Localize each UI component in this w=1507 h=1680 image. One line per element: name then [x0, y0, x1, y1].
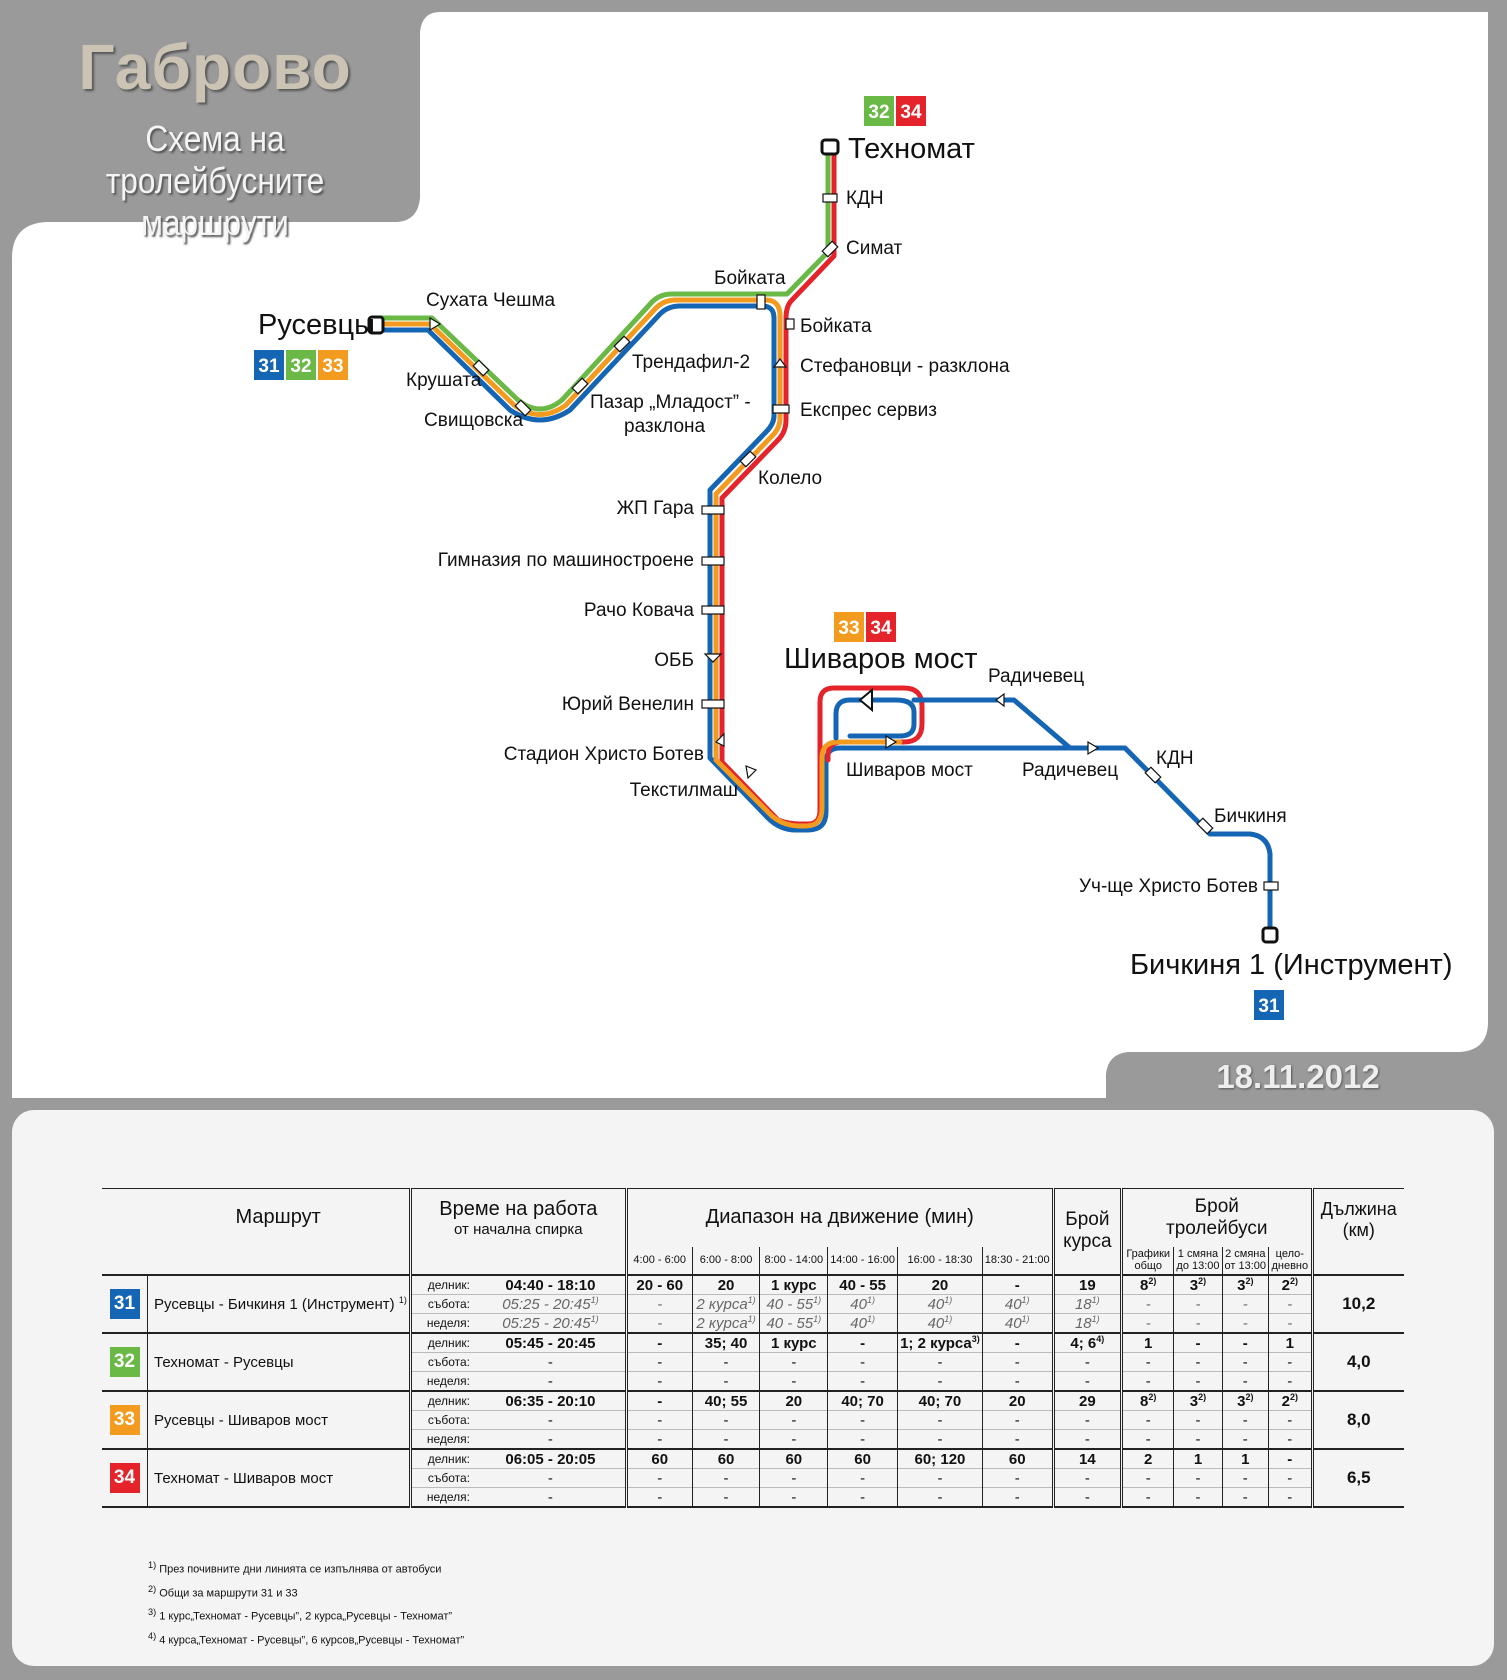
interval-cell: 40$^{1)}$ — [982, 1294, 1053, 1313]
interval-cell: - — [760, 1371, 828, 1391]
badge-rusevtsy-32: 32 — [290, 356, 312, 377]
interval-cell: 40; 70 — [898, 1391, 983, 1411]
stop-pazar-line2: разклона — [624, 416, 706, 437]
bus-cell: - — [1122, 1371, 1174, 1391]
interval-cell: 40$^{1)}$ — [828, 1294, 898, 1313]
interval-cell: 40 - 55$^{1)}$ — [760, 1313, 828, 1333]
bus-col-3-line2: от 13:00 — [1224, 1260, 1267, 1272]
interval-cell: - — [692, 1371, 760, 1391]
bus-cell: - — [1174, 1487, 1222, 1507]
trips-cell: - — [1053, 1429, 1121, 1449]
header-work-time-sub: от начална спирка — [454, 1220, 583, 1238]
interval-cell: - — [898, 1410, 983, 1429]
interval-cell: 20 — [898, 1275, 983, 1295]
route-badge: 33 — [110, 1405, 140, 1435]
footnote: $^{1)}$ През почивните дни линията се изпълнява от автобуси — [148, 1560, 442, 1576]
bus-cell: - — [1222, 1352, 1269, 1371]
interval-cell: - — [898, 1487, 983, 1507]
stop-stefanovtsi: Стефановци - разклона — [800, 356, 1010, 377]
route-length: 8,0 — [1312, 1391, 1404, 1449]
interval-cell: - — [626, 1352, 692, 1371]
header-interval: Диапазон на движение (мин) — [626, 1189, 1053, 1247]
header-buses-line1: Брой — [1194, 1195, 1239, 1217]
interval-cell: 20 — [982, 1391, 1053, 1411]
bus-cell: 3$^{2)}$ — [1174, 1275, 1222, 1295]
interval-cell: - — [760, 1487, 828, 1507]
interval-cell: - — [626, 1410, 692, 1429]
header-trips-line1: Брой — [1065, 1209, 1110, 1231]
day-label: делник: — [410, 1275, 476, 1295]
interval-cell: - — [898, 1371, 983, 1391]
bus-cell: - — [1122, 1410, 1174, 1429]
bus-col-1-line2: общо — [1134, 1260, 1162, 1272]
interval-cell: - — [626, 1391, 692, 1411]
day-label: делник: — [410, 1333, 476, 1353]
interval-cell: 40$^{1)}$ — [982, 1313, 1053, 1333]
interval-cell: - — [626, 1333, 692, 1353]
interval-cell: 40 - 55 — [828, 1275, 898, 1295]
work-time: - — [476, 1352, 626, 1371]
interval-cell: - — [898, 1468, 983, 1487]
bus-cell: 3$^{2)}$ — [1174, 1391, 1222, 1411]
interval-cell: - — [626, 1371, 692, 1391]
bus-cell: - — [1122, 1468, 1174, 1487]
bus-cell: - — [1269, 1294, 1313, 1313]
scheme-date: 18.11.2012 — [1216, 1058, 1380, 1095]
route-badge: 34 — [110, 1463, 140, 1493]
route-name: Русевцы - Бичкиня 1 (Инструмент) $^{1)}$ — [148, 1275, 411, 1333]
interval-cell: - — [982, 1410, 1053, 1429]
interval-cell: - — [626, 1468, 692, 1487]
route-badge-cell — [102, 1333, 148, 1391]
route-badge-cell — [102, 1275, 148, 1333]
bus-col-4-line2: дневно — [1271, 1260, 1309, 1272]
bus-cell: - — [1174, 1371, 1222, 1391]
work-time: - — [476, 1371, 626, 1391]
stop-suhata: Сухата Чешма — [426, 290, 556, 311]
badge-shivarov-33: 33 — [838, 618, 860, 639]
stop-kdn-top: КДН — [846, 188, 884, 209]
trips-cell: 29 — [1053, 1391, 1121, 1411]
stop-simat: Симат — [846, 238, 903, 259]
interval-cell: - — [692, 1352, 760, 1371]
interval-cell: 60 — [982, 1449, 1053, 1469]
stop-shivarov: Шиваров мост — [846, 760, 973, 781]
bus-cell: - — [1222, 1313, 1269, 1333]
bus-col-1-line1: Графики — [1126, 1248, 1171, 1260]
interval-cell: - — [828, 1429, 898, 1449]
stop-racho: Рачо Ковача — [583, 600, 694, 621]
interval-cell: 60 — [828, 1449, 898, 1469]
stop-obb: ОББ — [654, 650, 694, 671]
day-label: събота: — [410, 1352, 476, 1371]
terminal-rusevtsy: Русевцы — [258, 309, 376, 341]
bus-cell: - — [1269, 1487, 1313, 1507]
terminal-tehnomat: Техномат — [848, 133, 975, 165]
interval-cell: 1 курс — [760, 1333, 828, 1353]
route-length: 4,0 — [1312, 1333, 1404, 1391]
bus-cell: - — [1269, 1410, 1313, 1429]
interval-cell: 40; 70 — [828, 1391, 898, 1411]
route-length: 10,2 — [1312, 1275, 1404, 1333]
interval-cell: - — [982, 1275, 1053, 1295]
bus-cell: - — [1174, 1429, 1222, 1449]
stop-stadion: Стадион Христо Ботев — [503, 744, 704, 765]
interval-cell: - — [982, 1352, 1053, 1371]
stop-ekspres: Експрес сервиз — [800, 400, 937, 421]
work-time: - — [476, 1429, 626, 1449]
table-row — [102, 1449, 1404, 1469]
badge-tehnomat-34: 34 — [900, 102, 922, 123]
badges-bichkinya — [1254, 990, 1284, 1020]
work-time: 06:35 - 20:10 — [476, 1391, 626, 1411]
interval-cell: - — [626, 1487, 692, 1507]
interval-cell: 60; 120 — [898, 1449, 983, 1469]
bus-cell: - — [1222, 1468, 1269, 1487]
bus-col-2-line2: до 13:00 — [1176, 1260, 1220, 1272]
bus-cell: 3$^{2)}$ — [1222, 1275, 1269, 1295]
work-time: - — [476, 1468, 626, 1487]
header-buses-line2: тролейбуси — [1166, 1217, 1268, 1239]
bus-cell: - — [1222, 1410, 1269, 1429]
interval-cell: - — [828, 1371, 898, 1391]
trips-cell: 4; 6$^{4)}$ — [1053, 1333, 1121, 1353]
stop-svishtovska: Свищовска — [424, 410, 524, 431]
stop-uchilishte: Уч-ще Христо Ботев — [1078, 876, 1258, 897]
work-time: 05:25 - 20:45$^{1)}$ — [476, 1294, 626, 1313]
interval-col-2: 6:00 - 8:00 — [692, 1247, 760, 1275]
schedule-table — [102, 1188, 1404, 1508]
interval-cell: - — [626, 1294, 692, 1313]
stop-boykata-lower: Бойката — [800, 316, 872, 337]
interval-cell: - — [692, 1410, 760, 1429]
interval-cell: 20 — [760, 1391, 828, 1411]
interval-cell: - — [898, 1352, 983, 1371]
page-title: Габрово — [78, 31, 352, 103]
bus-cell: 2$^{2)}$ — [1269, 1391, 1313, 1411]
work-time: - — [476, 1487, 626, 1507]
route-length: 6,5 — [1312, 1449, 1404, 1507]
interval-cell: 60 — [626, 1449, 692, 1469]
work-time: 05:45 - 20:45 — [476, 1333, 626, 1353]
trips-cell: 18$^{1)}$ — [1053, 1294, 1121, 1313]
stop-kdn-bottom: КДН — [1156, 748, 1194, 769]
subtitle-line-1: Схема на тролейбусните — [105, 118, 325, 201]
badge-shivarov-34: 34 — [870, 618, 892, 639]
interval-cell: - — [828, 1468, 898, 1487]
header-length-line1: Дължина — [1320, 1199, 1397, 1219]
interval-cell: - — [760, 1410, 828, 1429]
stop-radichevets-upper: Радичевец — [988, 666, 1085, 687]
day-label: събота: — [410, 1410, 476, 1429]
work-time: 05:25 - 20:45$^{1)}$ — [476, 1313, 626, 1333]
day-label: неделя: — [410, 1371, 476, 1391]
footnote: $^{3)}$ 1 курс„Техномат - Русевцы”, 2 курса„Русевцы - Техномат” — [148, 1607, 453, 1623]
bus-col-2-line1: 1 смяна — [1177, 1248, 1219, 1260]
bus-cell: 8$^{2)}$ — [1122, 1391, 1174, 1411]
bus-cell: - — [1269, 1313, 1313, 1333]
interval-cell: - — [828, 1333, 898, 1353]
bus-cell: - — [1269, 1468, 1313, 1487]
bus-cell: - — [1122, 1487, 1174, 1507]
table-row — [102, 1333, 1404, 1353]
day-label: неделя: — [410, 1487, 476, 1507]
header-trips-line2: курса — [1063, 1231, 1112, 1253]
bus-cell: - — [1222, 1487, 1269, 1507]
badge-rusevtsy-31: 31 — [258, 356, 280, 377]
stop-tekstilmash: Текстилмаш — [629, 780, 738, 801]
interval-cell: 60 — [760, 1449, 828, 1469]
stop-yuriy: Юрий Венелин — [561, 694, 694, 715]
table-row — [102, 1275, 1404, 1295]
interval-cell: 20 — [692, 1275, 760, 1295]
route-badge-cell — [102, 1391, 148, 1449]
footnotes — [148, 1556, 464, 1651]
work-time: - — [476, 1410, 626, 1429]
stop-bichkinya: Бичкиня — [1214, 806, 1287, 827]
stop-gimnazia: Гимназия по машиностроене — [437, 550, 694, 571]
bus-cell: - — [1269, 1371, 1313, 1391]
interval-cell: 60 — [692, 1449, 760, 1469]
interval-cell: - — [760, 1429, 828, 1449]
interval-cell: 1; 2 курса$^{3)}$ — [898, 1333, 983, 1353]
interval-cell: 35; 40 — [692, 1333, 760, 1353]
stop-kolelo: Колело — [758, 468, 823, 489]
interval-cell: - — [828, 1352, 898, 1371]
day-label: делник: — [410, 1391, 476, 1411]
interval-cell: 2 курса$^{1)}$ — [692, 1313, 760, 1333]
interval-cell: 40$^{1)}$ — [828, 1313, 898, 1333]
bus-cell: - — [1174, 1333, 1222, 1353]
stop-radichevets-lower: Радичевец — [1022, 760, 1119, 781]
bus-cell: - — [1222, 1371, 1269, 1391]
interval-col-1: 4:00 - 6:00 — [626, 1247, 692, 1275]
footnote: $^{2)}$ Общи за маршрути 31 и 33 — [148, 1583, 298, 1600]
bus-cell: - — [1122, 1429, 1174, 1449]
header-work-time: Време на работа — [439, 1197, 598, 1220]
day-label: неделя: — [410, 1313, 476, 1333]
interval-cell: - — [898, 1429, 983, 1449]
trips-cell: - — [1053, 1468, 1121, 1487]
route-badge-cell — [102, 1449, 148, 1507]
schedule-body — [102, 1275, 1404, 1508]
interval-cell: - — [692, 1429, 760, 1449]
stop-trendafil: Трендафил-2 — [632, 352, 751, 373]
stop-zhp: ЖП Гара — [616, 498, 694, 519]
page-subtitle — [36, 118, 393, 244]
terminal-shivarov: Шиваров мост — [784, 643, 978, 675]
title-block — [12, 12, 418, 243]
bus-cell: 3$^{2)}$ — [1222, 1391, 1269, 1411]
bus-cell: 1 — [1122, 1333, 1174, 1353]
bus-cell: 8$^{2)}$ — [1122, 1275, 1174, 1295]
stop-krushata: Крушата — [406, 370, 482, 391]
work-time: 04:40 - 18:10 — [476, 1275, 626, 1295]
interval-cell: - — [626, 1313, 692, 1333]
day-label: събота: — [410, 1468, 476, 1487]
route-name: Русевцы - Шиваров мост — [148, 1391, 411, 1449]
header-route: Маршрут — [148, 1189, 411, 1247]
interval-cell: - — [760, 1468, 828, 1487]
bus-cell: - — [1269, 1352, 1313, 1371]
bus-cell: - — [1222, 1294, 1269, 1313]
interval-cell: 40; 55 — [692, 1391, 760, 1411]
trips-cell: - — [1053, 1352, 1121, 1371]
badge-tehnomat-32: 32 — [868, 102, 890, 123]
bus-cell: 1 — [1222, 1449, 1269, 1469]
header-length-line2: (км) — [1342, 1220, 1375, 1240]
interval-cell: 40$^{1)}$ — [898, 1294, 983, 1313]
badge-bichkinya-31: 31 — [1258, 996, 1280, 1017]
table-row — [102, 1391, 1404, 1411]
bus-cell: - — [1174, 1468, 1222, 1487]
interval-cell: - — [982, 1371, 1053, 1391]
trips-cell: - — [1053, 1371, 1121, 1391]
interval-cell: 20 - 60 — [626, 1275, 692, 1295]
day-label: делник: — [410, 1449, 476, 1469]
bus-cell: - — [1269, 1449, 1313, 1469]
bus-cell: - — [1122, 1352, 1174, 1371]
bus-cell: - — [1222, 1333, 1269, 1353]
bus-col-4-line1: цело- — [1275, 1248, 1304, 1260]
bus-cell: - — [1174, 1410, 1222, 1429]
trips-cell: 14 — [1053, 1449, 1121, 1469]
interval-col-4: 14:00 - 16:00 — [828, 1247, 898, 1275]
bus-cell: - — [1122, 1313, 1174, 1333]
footnote: $^{4)}$ 4 курса„Техномат - Русевцы”, 6 курсов„Русевцы - Техномат” — [148, 1630, 465, 1647]
route-badge: 31 — [110, 1289, 140, 1319]
work-time: 06:05 - 20:05 — [476, 1449, 626, 1469]
interval-cell: - — [828, 1487, 898, 1507]
bus-cell: - — [1269, 1429, 1313, 1449]
interval-col-3: 8:00 - 14:00 — [760, 1247, 828, 1275]
interval-col-6: 18:30 - 21:00 — [982, 1247, 1053, 1275]
terminal-bichkinya: Бичкиня 1 (Инструмент) — [1130, 949, 1453, 981]
day-label: неделя: — [410, 1429, 476, 1449]
bus-cell: 1 — [1174, 1449, 1222, 1469]
interval-cell: - — [982, 1333, 1053, 1353]
bus-cell: - — [1174, 1313, 1222, 1333]
trips-cell: 18$^{1)}$ — [1053, 1313, 1121, 1333]
interval-cell: 40$^{1)}$ — [898, 1313, 983, 1333]
interval-cell: - — [982, 1468, 1053, 1487]
interval-cell: - — [692, 1487, 760, 1507]
route-name: Техномат - Русевцы — [148, 1333, 411, 1391]
interval-cell: 1 курс — [760, 1275, 828, 1295]
bus-cell: 2 — [1122, 1449, 1174, 1469]
subtitle-line-2: маршрути — [141, 202, 289, 243]
interval-cell: - — [982, 1429, 1053, 1449]
bus-cell: - — [1122, 1294, 1174, 1313]
bus-cell: 2$^{2)}$ — [1269, 1275, 1313, 1295]
bus-col-3-line1: 2 смяна — [1225, 1248, 1266, 1260]
interval-cell: - — [626, 1429, 692, 1449]
bus-cell: 1 — [1269, 1333, 1313, 1353]
interval-cell: - — [982, 1487, 1053, 1507]
bus-cell: - — [1174, 1352, 1222, 1371]
bus-cell: - — [1174, 1294, 1222, 1313]
trips-cell: - — [1053, 1487, 1121, 1507]
route-name: Техномат - Шиваров мост — [148, 1449, 411, 1507]
interval-col-5: 16:00 - 18:30 — [898, 1247, 983, 1275]
interval-cell: 2 курса$^{1)}$ — [692, 1294, 760, 1313]
interval-cell: - — [692, 1468, 760, 1487]
trips-cell: 19 — [1053, 1275, 1121, 1295]
interval-cell: 40 - 55$^{1)}$ — [760, 1294, 828, 1313]
trips-cell: - — [1053, 1410, 1121, 1429]
bus-cell: - — [1222, 1429, 1269, 1449]
route-badge: 32 — [110, 1347, 140, 1377]
interval-cell: - — [760, 1352, 828, 1371]
interval-cell: - — [828, 1410, 898, 1429]
stop-pazar-line1: Пазар „Младост” - — [590, 392, 751, 413]
stop-boykata-upper: Бойката — [714, 268, 786, 289]
day-label: събота: — [410, 1294, 476, 1313]
badges-rusevtsy — [254, 350, 348, 380]
badge-rusevtsy-33: 33 — [322, 356, 344, 377]
